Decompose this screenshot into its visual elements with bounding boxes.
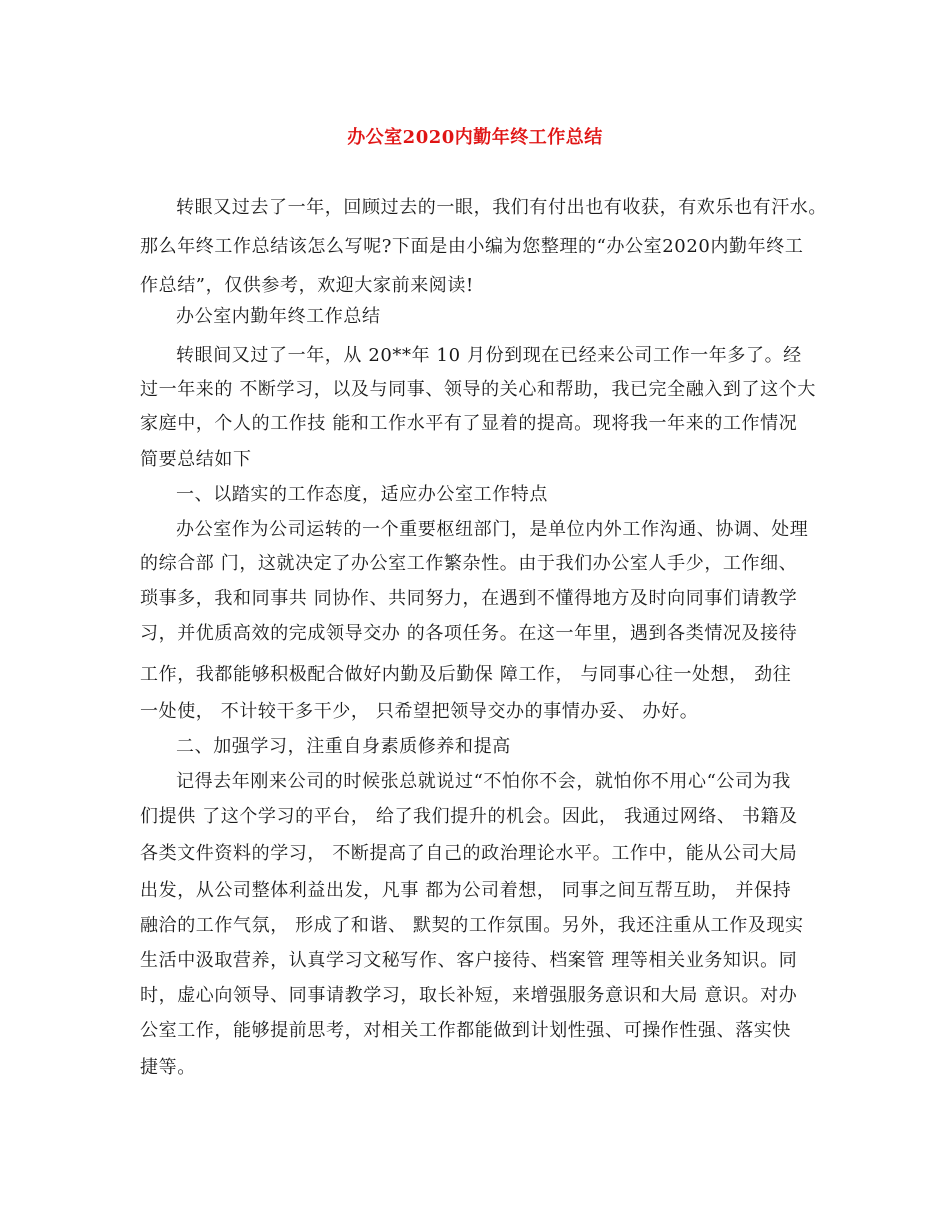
text-line: 简要总结如下	[140, 449, 252, 470]
text-line: 们提供 了这个学习的平台， 给了我们提升的机会。因此， 我通过网络、 书籍及	[140, 806, 798, 827]
text-line: 工作，我都能够积极配合做好内勤及后勤保 障工作， 与同事心往一处想， 劲往	[140, 664, 792, 685]
text-line: 一处使， 不计较干多干少， 只希望把领导交办的事情办妥、 办好。	[140, 701, 699, 722]
text-line: 办公室作为公司运转的一个重要枢纽部门，是单位内外工作沟通、协调、处理	[176, 519, 809, 540]
text-line: 那么年终工作总结该怎么写呢?下面是由小编为您整理的“办公室2020内勤年终工	[140, 236, 804, 257]
text-line: 的综合部 门，这就决定了办公室工作繁杂性。由于我们办公室人手少，工作细、	[140, 553, 798, 574]
text-line: 过一年来的 不断学习，以及与同事、领导的关心和帮助，我已完全融入到了这个大	[140, 379, 816, 400]
text-line: 时，虚心向领导、同事请教学习，取长补短，来增强服务意识和大局 意识。对办	[140, 985, 798, 1006]
section-heading: 二、加强学习，注重自身素质修养和提高	[176, 736, 511, 757]
document-title: 办公室2020内勤年终工作总结	[347, 127, 603, 148]
section-heading: 一、以踏实的工作态度，适应办公室工作特点	[176, 484, 548, 505]
section-heading: 办公室内勤年终工作总结	[176, 306, 381, 327]
text-line: 转眼又过去了一年，回顾过去的一眼，我们有付出也有收获，有欢乐也有汗水。	[176, 197, 827, 218]
text-line: 琐事多，我和同事共 同协作、共同努力，在遇到不懂得地方及时向同事们请教学	[140, 588, 798, 609]
text-line: 习，并优质高效的完成领导交办 的各项任务。在这一年里，遇到各类情况及接待	[140, 623, 798, 644]
text-line: 各类文件资料的学习， 不断提高了自己的政治理论水平。工作中，能从公司大局	[140, 843, 798, 864]
text-line: 公室工作，能够提前思考，对相关工作都能做到计划性强、可操作性强、落实快	[140, 1020, 791, 1041]
text-line: 出发，从公司整体利益出发，凡事 都为公司着想， 同事之间互帮互助， 并保持	[140, 880, 792, 901]
text-line: 融洽的工作气氛， 形成了和谐、 默契的工作氛围。另外，我还注重从工作及现实	[140, 915, 804, 936]
text-line: 家庭中，个人的工作技 能和工作水平有了显着的提高。现将我一年来的工作情况	[140, 413, 798, 434]
text-line: 转眼间又过了一年，从 20**年 10 月份到现在已经来公司工作一年多了。经	[176, 345, 802, 366]
text-line: 生活中汲取营养，认真学习文秘写作、客户接待、档案管 理等相关业务知识。同	[140, 950, 798, 971]
text-line: 作总结”，仅供参考，欢迎大家前来阅读!	[140, 275, 474, 296]
text-line: 捷等。	[140, 1057, 196, 1078]
text-line: 记得去年刚来公司的时候张总就说过“不怕你不会，就怕你不用心“公司为我	[176, 771, 791, 792]
